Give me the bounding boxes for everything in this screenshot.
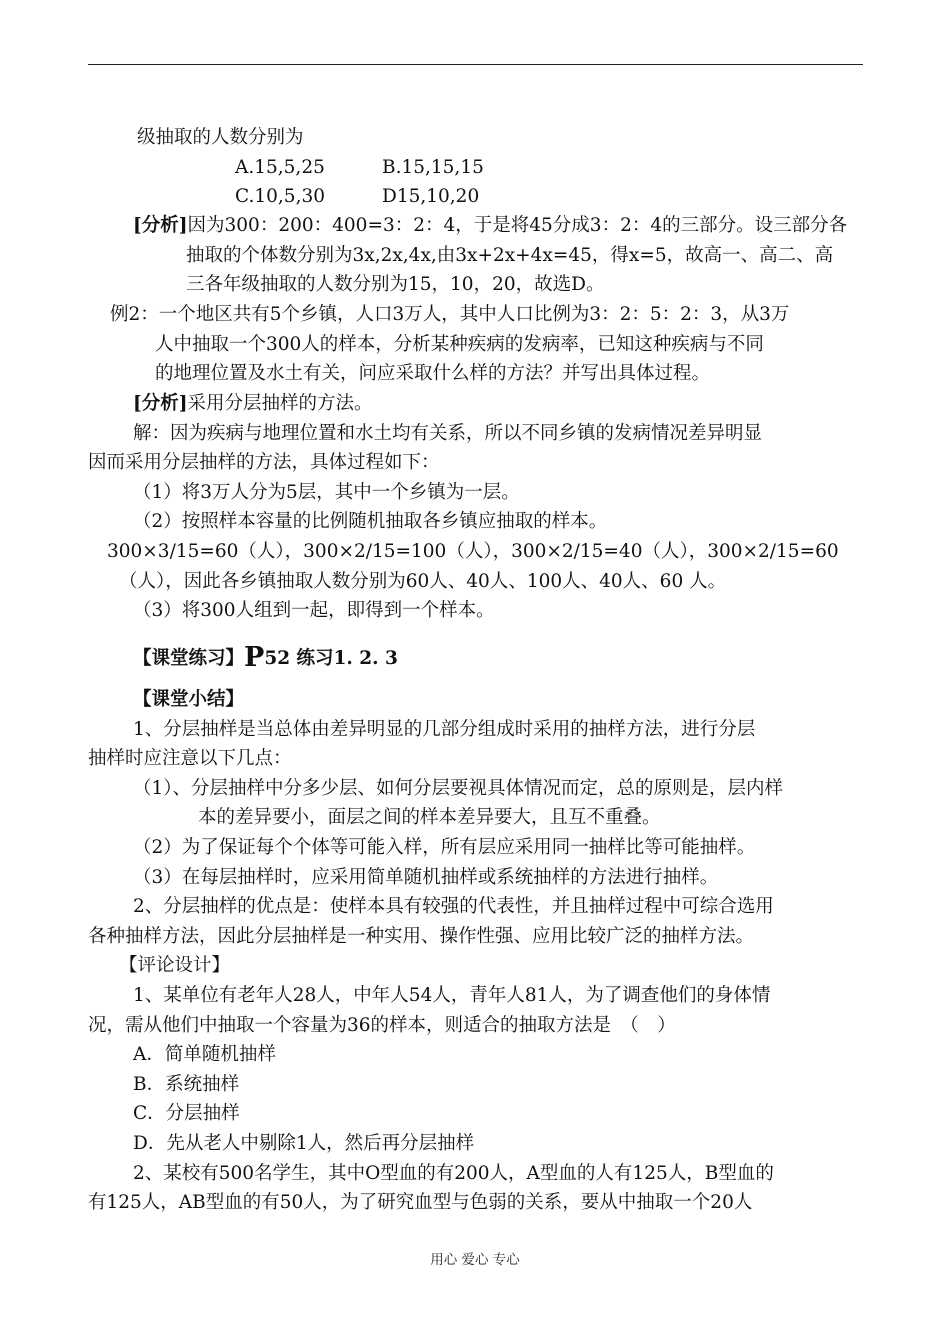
summary-line: （3）在每层抽样时，应采用简单随机抽样或系统抽样的方法进行抽样。 [133,867,719,888]
text-line: 本的差异要小，面层之间的样本差异要大，且互不重叠。 [198,807,661,828]
solution-line: 解：因为疾病与地理位置和水土均有关系，所以不同乡镇的发病情况差异明显 [133,423,763,444]
text-line: 况，需从他们中抽取一个容量为36的样本，则适合的抽取方法是 （ ） [88,1015,676,1036]
choice-a: A．简单随机抽样 [133,1044,276,1065]
text-line: 抽样时应注意以下几点： [88,748,292,769]
question-line: 1、某单位有老年人28人，中年人54人，青年人81人，为了调查他们的身体情 [133,985,771,1006]
analysis-text: 采用分层抽样的方法。 [187,393,373,414]
analysis-label: [分析] [133,215,188,236]
review-heading: 【评论设计】 [119,955,231,976]
header-rule [88,64,863,65]
text-line: 人中抽取一个300人的样本，分析某种疾病的发病率，已知这种疾病与不同 [155,334,764,355]
practice-heading: 【课堂练习】P52 练习1. 2. 3 [133,642,398,673]
step-line: （1）将3万人分为5层，其中一个乡镇为一层。 [133,482,520,503]
analysis-text: 因为300：200：400=3：2：4，于是将45分成3：2：4的三部分。设三部分各 [187,215,848,236]
analysis-line [133,392,373,416]
summary-line: 2、分层抽样的优点是：使样本具有较强的代表性，并且抽样过程中可综合选用 [133,896,774,917]
text-line: 有125人，AB型血的有50人，为了研究血型与色弱的关系，要从中抽取一个20人 [88,1192,753,1213]
text-line: 的地理位置及水土有关，问应采取什么样的方法？并写出具体过程。 [155,363,711,384]
text-line: 抽取的个体数分别为3x,2x,4x,由3x+2x+4x=45，得x=5，故高一、高二、高 [186,245,834,266]
text-line: 三各年级抽取的人数分别为15，10，20，故选D。 [186,274,605,295]
text-line: 各种抽样方法，因此分层抽样是一种实用、操作性强、应用比较广泛的抽样方法。 [88,926,755,947]
question-line: 2、某校有500名学生，其中O型血的有200人，A型血的人有125人，B型血的 [133,1163,774,1184]
example-2-line: 例2：一个地区共有5个乡镇，人口3万人，其中人口比例为3：2：5：2：3，从3万 [110,304,790,325]
option-b: B.15,15,15 [382,157,484,178]
summary-line: （1）、分层抽样中分多少层、如何分层要视具体情况而定，总的原则是，层内样 [133,778,784,799]
option-c: C.10,5,30 [235,186,325,207]
choice-d: D．先从老人中剔除1人，然后再分层抽样 [133,1133,475,1154]
calculation-line: 300×3/15=60（人），300×2/15=100（人），300×2/15=40（人），300×2/15=60 [107,541,839,562]
page-footer: 用心 爱心 专心 [430,1252,520,1268]
summary-line: （2）为了保证每个个体等可能入样，所有层应采用同一抽样比等可能抽样。 [133,837,756,858]
option-d: D15,10,20 [382,186,480,207]
choice-b: B．系统抽样 [133,1074,240,1095]
option-a: A.15,5,25 [235,157,325,178]
calculation-line: （人），因此各乡镇抽取人数分别为60人、40人、100人、40人、60 人。 [119,571,727,592]
text-line: 级抽取的人数分别为 [137,127,304,148]
analysis-label: [分析] [133,393,188,414]
summary-line: 1、分层抽样是当总体由差异明显的几部分组成时采用的抽样方法，进行分层 [133,719,756,740]
step-line: （2）按照样本容量的比例随机抽取各乡镇应抽取的样本。 [133,511,608,532]
step-line: （3）将300人组到一起，即得到一个样本。 [133,600,495,621]
analysis-line [133,214,847,238]
text-line: 因而采用分层抽样的方法，具体过程如下： [88,452,440,473]
summary-heading: 【课堂小结】 [133,689,245,710]
choice-c: C．分层抽样 [133,1103,240,1124]
